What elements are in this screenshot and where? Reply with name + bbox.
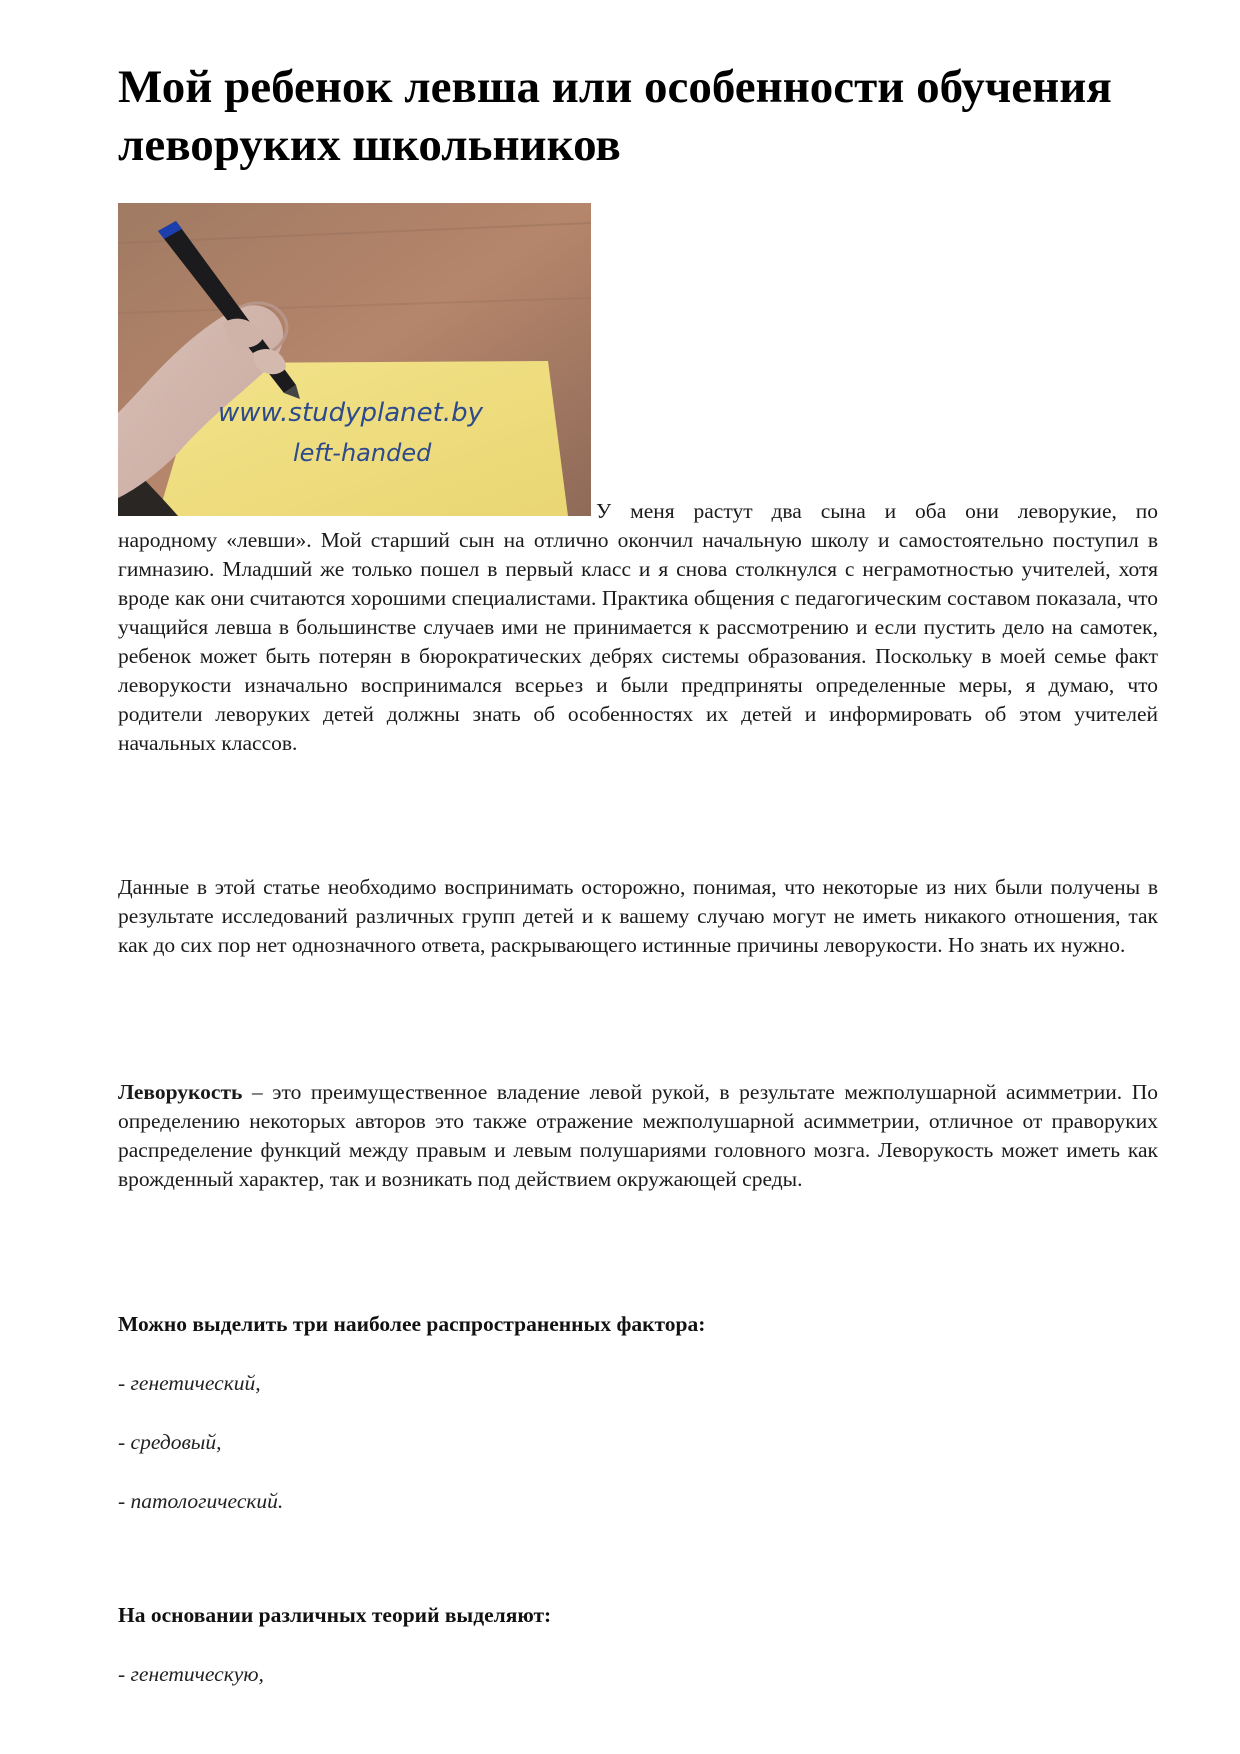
theories-heading: На основании различных теорий выделяют: xyxy=(118,1603,552,1627)
theory-item: - генетическую, xyxy=(118,1662,264,1686)
intro-paragraph-first-line: У меня растут два сына и оба они леворукие, по xyxy=(596,499,1158,523)
handwriting-label: left-handed xyxy=(293,439,432,467)
definition-paragraph xyxy=(118,1078,1158,1194)
definition-term: Леворукость xyxy=(118,1080,243,1104)
intro-paragraph: народному «левши». Мой старший сын на отлично окончил начальную школу и самостоятельно поступил в гимназию. Младший же только пошел в первый класс и я снова столкнулся с неграмотностью учителей, хотя вроде как они считаются хорошими специалистами. Практика общения с педагогическим составом показала, что учащийся левша в большинстве случаев ими не принимается к рассмотрению и если пустить дело на самотек, ребенок может быть потерян в бюрократических дебрях системы образования. Поскольку в моей семье факт леворукости изначально воспринимался всерьез и были предприняты определенные меры, я думаю, что родители леворуких детей должны знать об особенностях их детей и информировать об этом учителей начальных классов. xyxy=(118,528,1158,755)
article-title: Мой ребенок левша или особенности обучения леворуких школьников xyxy=(118,61,1112,171)
factors-heading: Можно выделить три наиболее распространенных фактора: xyxy=(118,1312,706,1336)
factor-item: - патологический. xyxy=(118,1489,284,1513)
factor-item: - средовый, xyxy=(118,1430,222,1454)
caution-paragraph: Данные в этой статье необходимо воспринимать осторожно, понимая, что некоторые из них были получены в результате исследований различных групп детей и к вашему случаю могут не иметь никакого отношения, так как до сих пор нет однозначного ответа, раскрывающего истинные причины леворукости. Но знать их нужно. xyxy=(118,875,1158,957)
left-hand-writing-photo xyxy=(118,203,591,516)
definition-text: – это преимущественное владение левой рукой, в результате межполушарной асимметрии. По определению некоторых авторов это также отражение межполушарной асимметрии, отличное от праворуких распределение функций между правым и левым полушариями головного мозга. Леворукость может иметь как врожденный характер, так и возникать под действием окружающей среды. xyxy=(118,1080,1158,1191)
handwriting-url: www.studyplanet.by xyxy=(218,398,483,428)
factor-item: - генетический, xyxy=(118,1371,261,1395)
photo-illustration xyxy=(118,203,591,516)
